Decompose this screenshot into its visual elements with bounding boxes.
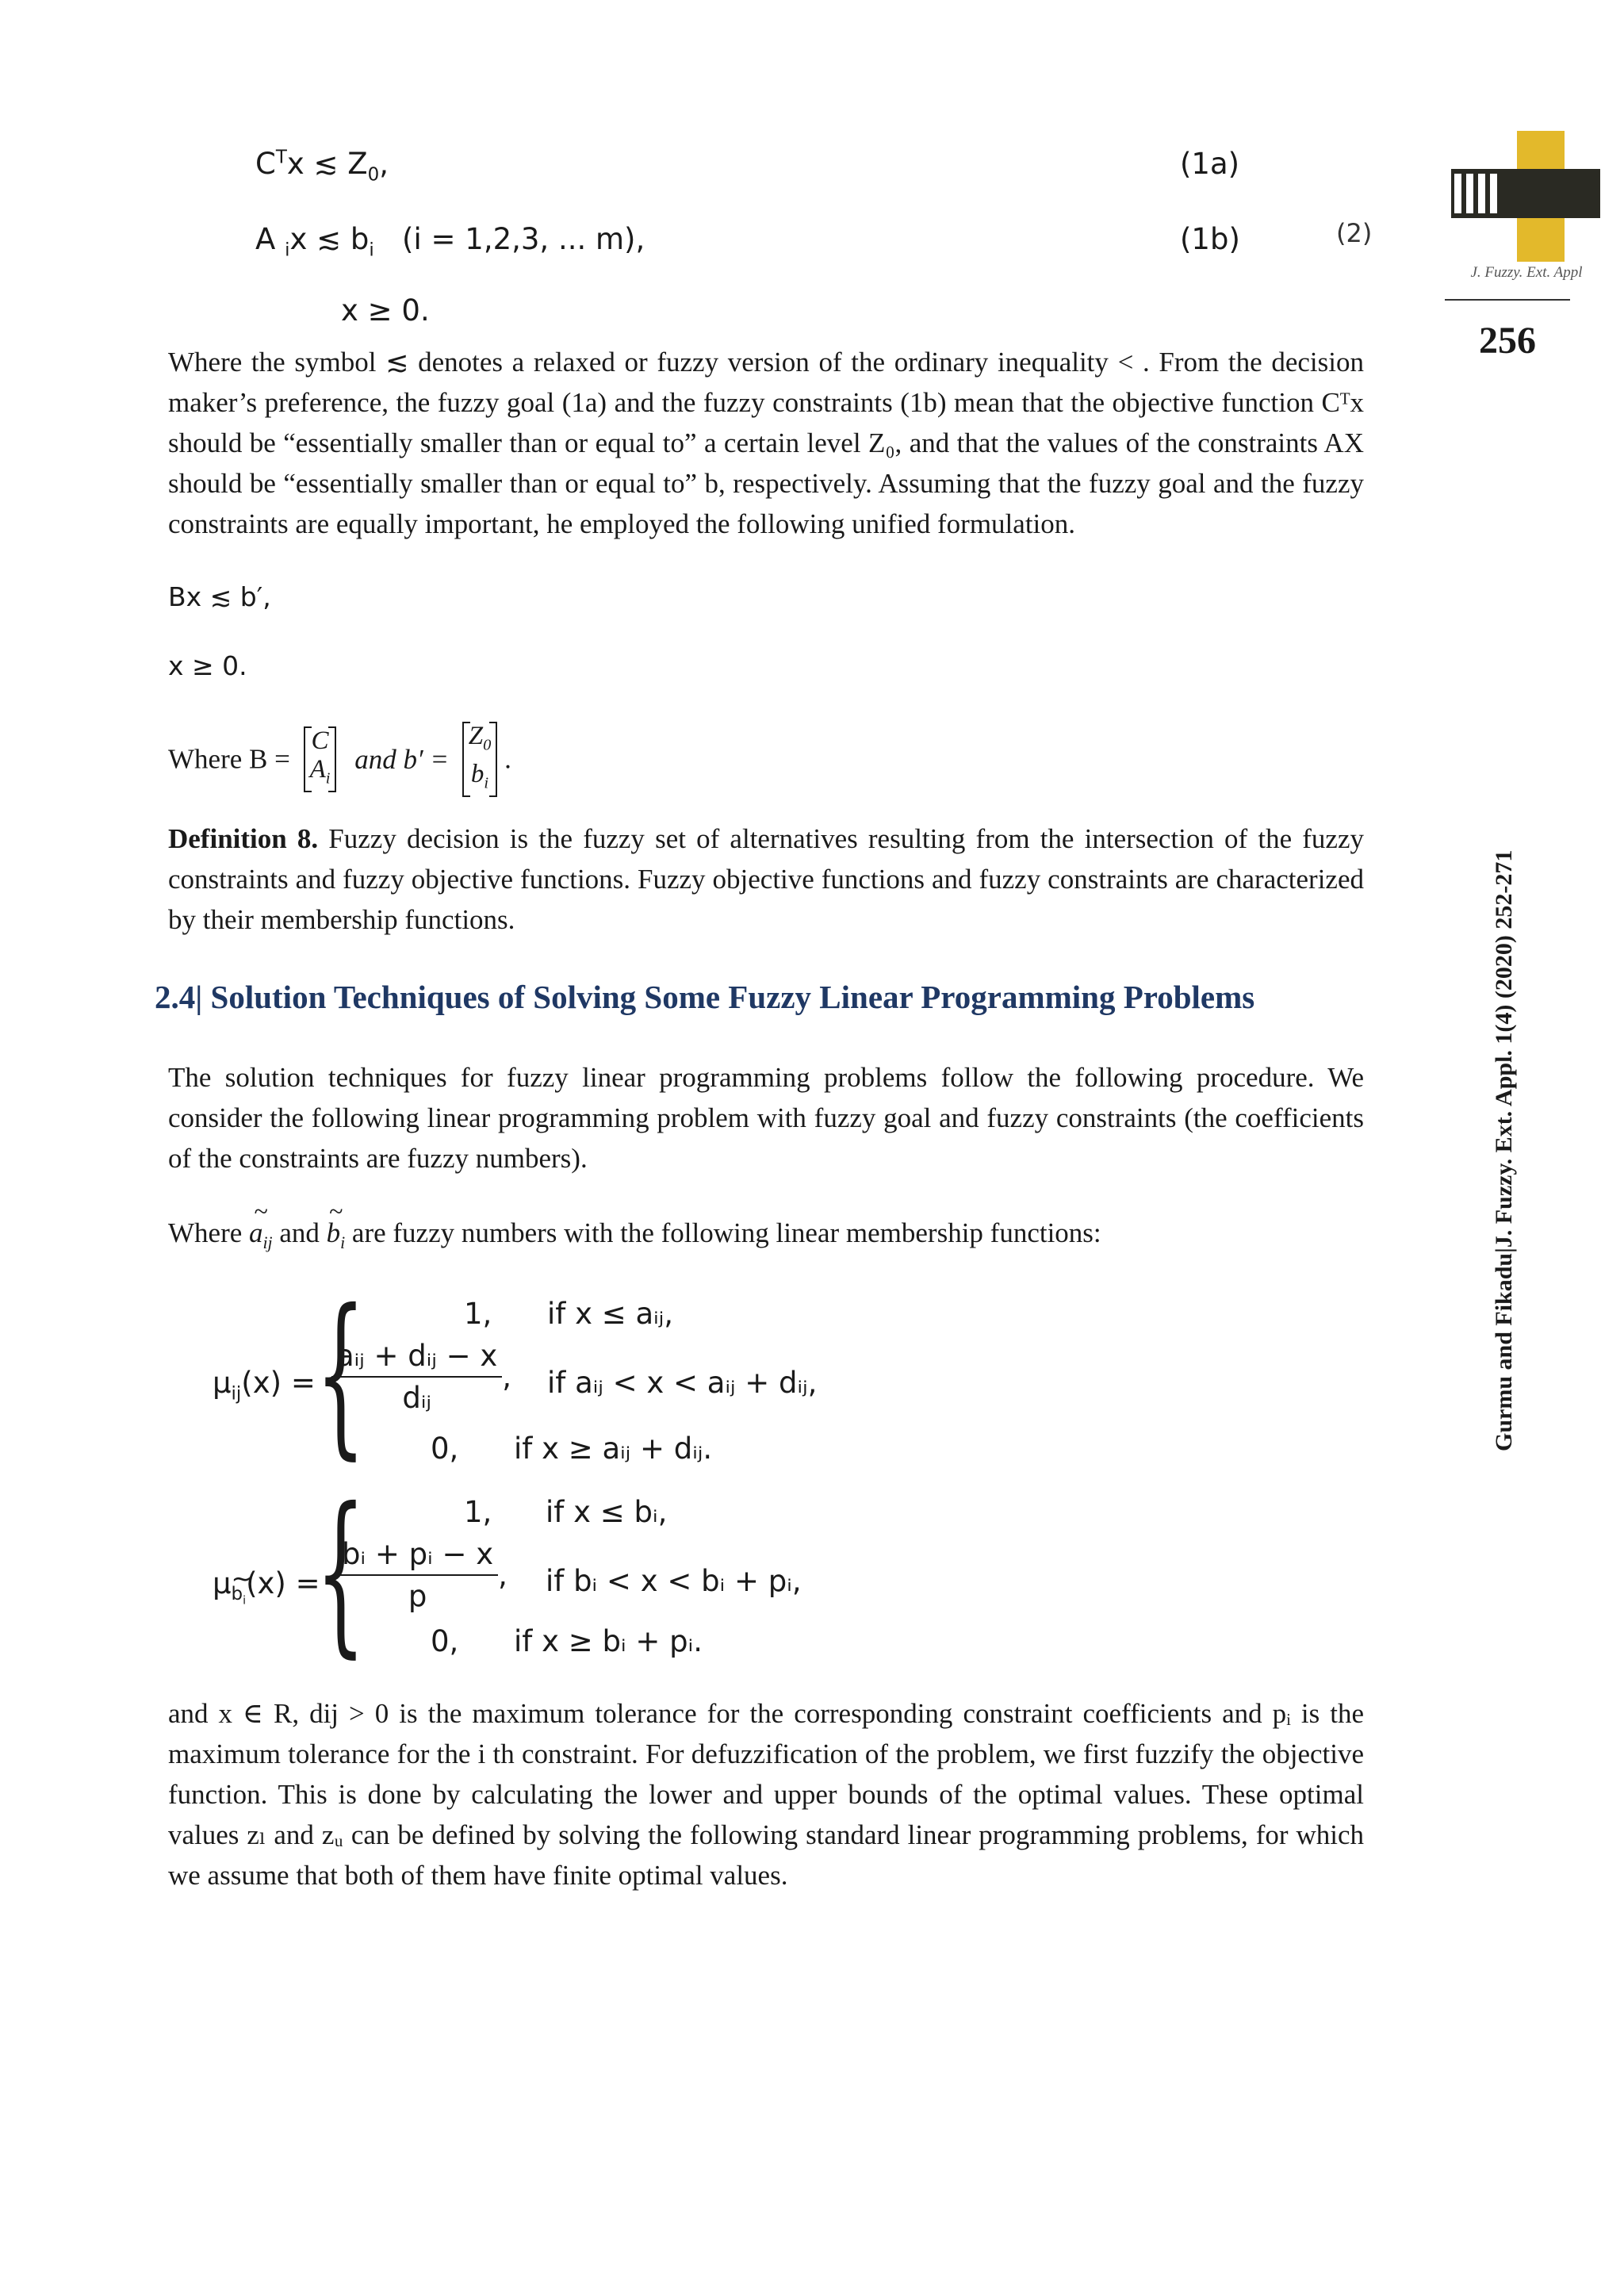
paragraph-solution-techniques xyxy=(168,1057,1364,1179)
side-citation xyxy=(1491,850,1518,1451)
mu-bi-case2-condition: if bᵢ < x < bᵢ + pᵢ, xyxy=(546,1564,802,1598)
unified-nonnegativity: x ≥ 0. xyxy=(168,650,247,681)
nonnegativity-equation: x ≥ 0. xyxy=(341,293,430,328)
matrix-definition xyxy=(168,722,511,797)
mu-bi-brace: { xyxy=(316,1470,366,1673)
matrix-B: C $A_i$ xyxy=(304,726,337,793)
equation-number-2: (2) xyxy=(1336,218,1373,248)
mu-bi-label: μ~ $_{b_i}$(x) = xyxy=(213,1566,320,1608)
mu-ij-case2-condition: if aᵢⱼ < x < aᵢⱼ + dᵢⱼ, xyxy=(547,1366,818,1400)
mu-bi-numerator: bᵢ + pᵢ − x xyxy=(337,1537,498,1576)
goal-equation: $C^Tx$ ≲ $Z_0$, xyxy=(255,147,389,186)
fuzzy-a-ij: ~ $a_{ij}$ xyxy=(249,1217,273,1253)
definition-8 xyxy=(168,818,1364,940)
fuzzy-numbers-mid: and xyxy=(279,1217,320,1248)
page-number: 256 xyxy=(1479,320,1536,362)
mu-ij-case3-condition: if x ≥ aᵢⱼ + dᵢⱼ. xyxy=(514,1432,713,1466)
mu-ij-denominator: dᵢⱼ xyxy=(402,1381,431,1415)
paragraph-fuzzy-numbers xyxy=(168,1217,1101,1253)
matrix-and-b: and b′ = xyxy=(354,743,449,775)
matrix-suffix: . xyxy=(504,743,511,775)
paragraph-solution-techniques-text: The solution techniques for fuzzy linear programming problems follow the following procedure. We consider the following linear programming problem with fuzzy goal and fuzzy constraints (the coefficients of the constraints are fuzzy numbers). xyxy=(168,1062,1364,1174)
mu-ij-label: $\mu_{ij}(x)$ = xyxy=(213,1366,316,1405)
mu-bi-case1-value: 1, xyxy=(464,1495,492,1529)
unified-constraint: Bx ≲ b′, xyxy=(168,581,271,612)
mu-ij-case1-value: 1, xyxy=(464,1297,492,1331)
mu-bi-case3-value: 0, xyxy=(431,1624,459,1658)
paragraph-fuzzy-symbol xyxy=(168,342,1364,544)
mu-bi-denominator: p xyxy=(408,1579,427,1613)
header-rule xyxy=(1445,299,1570,301)
matrix-where-prefix: Where B = xyxy=(168,743,290,775)
fuzzy-numbers-suffix: are fuzzy numbers with the following linear membership functions: xyxy=(351,1217,1101,1248)
matrix-b-prime: $Z_0$ $b_i$ xyxy=(462,722,498,797)
fuzzy-numbers-prefix: Where xyxy=(168,1217,243,1248)
equation-number-1b: (1b) xyxy=(1180,222,1240,256)
journal-logo xyxy=(1451,129,1602,264)
equation-number-1a: (1a) xyxy=(1180,147,1240,181)
journal-logo-mark xyxy=(1451,129,1602,264)
definition-8-text: Fuzzy decision is the fuzzy set of alternatives resulting from the intersection of the fuzzy constraints and fuzzy objective functions. Fuzzy objective functions and fuzzy constraints are characterized by their membership functions. xyxy=(168,823,1364,935)
mu-bi-case3-condition: if x ≥ bᵢ + pᵢ. xyxy=(514,1624,703,1658)
paragraph-defuzzification xyxy=(168,1693,1364,1895)
mu-ij-brace: { xyxy=(316,1272,366,1475)
constraint-equation: A $_i$x ≲ $b_i$ (i = 1,2,3, ... m), xyxy=(255,222,645,261)
mu-ij-case2-fraction: $\frac{\text{aᵢⱼ + dᵢⱼ − x}}{\text{dᵢⱼ}}$ , xyxy=(331,1339,511,1415)
fuzzy-b-i: ~ $b_i$ xyxy=(327,1217,346,1253)
paragraph-defuzzification-text: and x ∈ R, dij > 0 is the maximum tolerance for the corresponding constraint coefficients and pᵢ is the maximum tolerance for the i th constraint. For defuzzification of the problem, we first fuzzify the objective function. This is done by calculating the lower and upper bounds of the optimal values. These optimal values zₗ and zᵤ can be defined by solving the following standard linear programming problems, for which we assume that both of them have finite optimal values. xyxy=(168,1698,1364,1891)
mu-ij-numerator: aᵢⱼ + dᵢⱼ − x xyxy=(331,1339,502,1378)
mu-bi-case1-condition: if x ≤ bᵢ, xyxy=(546,1495,668,1529)
mu-bi-case2-fraction: $\frac{\text{bᵢ + pᵢ − x}}{p}$ , xyxy=(337,1537,508,1613)
paragraph-fuzzy-symbol-text: Where the symbol ≲ denotes a relaxed or fuzzy version of the ordinary inequality < . From the decision maker’s preference, the fuzzy goal (1a) and the fuzzy constraints (1b) mean that the objective function Cᵀx should be “essentially smaller than or equal to” a certain level Z₀, and that the values of the constraints AX should be “essentially smaller than or equal to” b, respectively. Assuming that the fuzzy goal and the fuzzy constraints are equally important, he employed the following unified formulation. xyxy=(168,347,1364,539)
definition-8-label: Definition 8. xyxy=(168,823,319,854)
mu-ij-case1-condition: if x ≤ aᵢⱼ, xyxy=(547,1297,674,1331)
journal-abbrev: J. Fuzzy. Ext. Appl xyxy=(1470,264,1583,281)
mu-ij-case3-value: 0, xyxy=(431,1432,459,1466)
section-heading: 2.4| Solution Techniques of Solving Some Fuzzy Linear Programming Problems xyxy=(155,979,1255,1015)
side-citation-text: Gurmu and Fikadu|J. Fuzzy. Ext. Appl. 1(4) (2020) 252-271 xyxy=(1491,849,1517,1451)
